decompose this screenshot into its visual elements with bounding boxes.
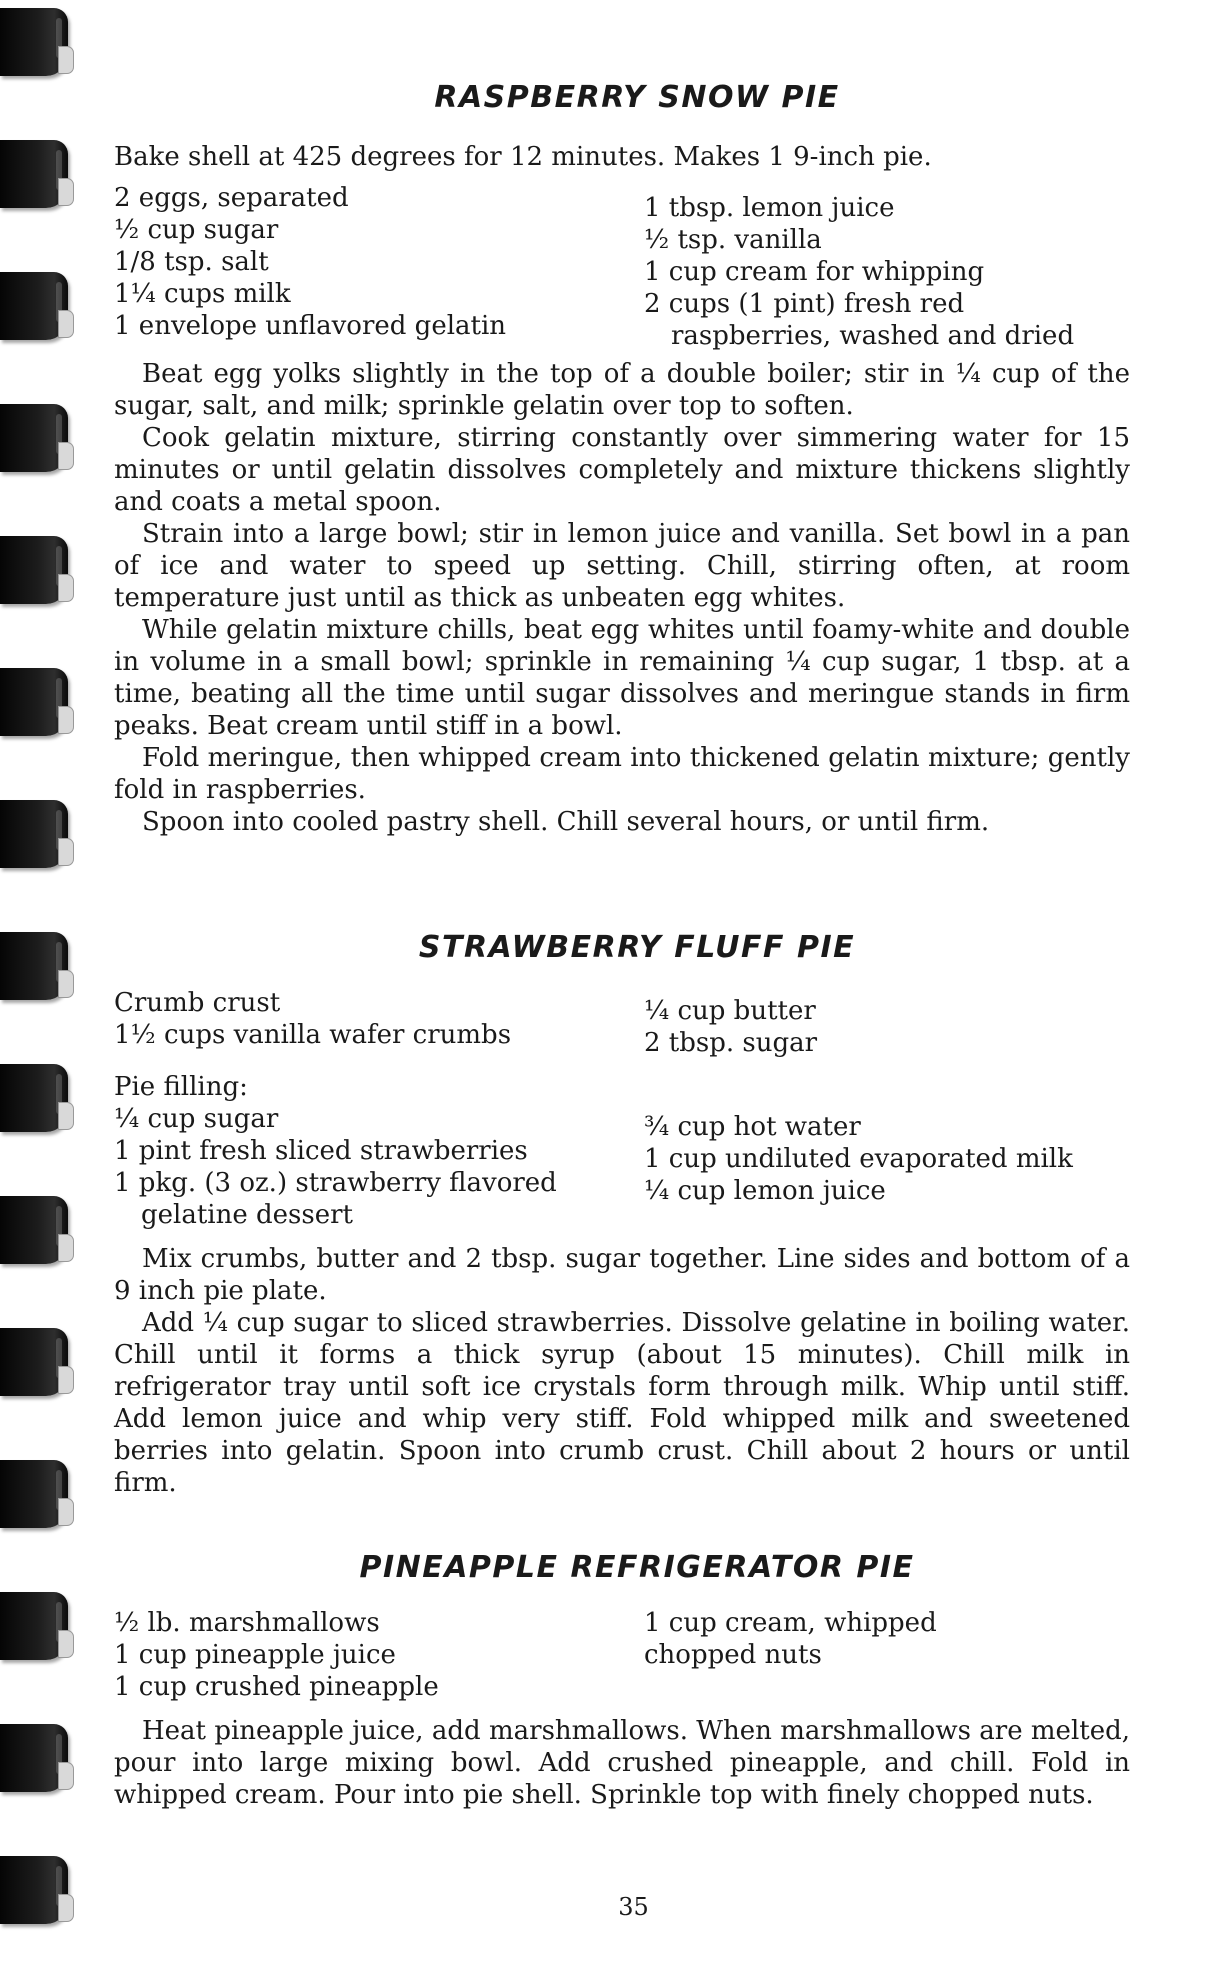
binding-hole — [58, 442, 74, 470]
direction-paragraph: Heat pineapple juice, add marshmallows. When marshmallows are melted, pour into large mixing bowl. Add crushed pineapple, and chill. Fold in whipped cream. Pour into pie shell. Sprinkle top with finely chopped nuts. — [114, 1716, 1130, 1810]
ingredient: 1 cup undiluted evaporated milk — [644, 1144, 1073, 1174]
ingredient: 1 envelope unflavored gelatin — [114, 310, 507, 341]
recipe-directions — [114, 1243, 1130, 1499]
direction-paragraph: Strain into a large bowl; stir in lemon juice and vanilla. Set bowl in a pan of ice and water to speed up setting. Chill, stirring often, at room temperature just until as thick as unbeaten egg whites. — [114, 518, 1130, 613]
binding-hole — [58, 1102, 74, 1130]
ingredient: ½ lb. marshmallows — [114, 1608, 380, 1638]
direction-paragraph: Mix crumbs, butter and 2 tbsp. sugar together. Line sides and bottom of a 9 inch pie plate. — [114, 1244, 1130, 1306]
ingredient-column-right — [644, 1103, 1124, 1231]
ingredient: 1 cup cream, whipped — [644, 1608, 937, 1638]
ingredient: 1 cup pineapple juice — [114, 1640, 396, 1670]
ingredient-column-left — [114, 1607, 644, 1703]
ingredient-column-right — [644, 182, 1124, 352]
ingredient: 1 pint fresh sliced strawberries — [114, 1136, 528, 1166]
ingredient: 1/8 tsp. salt — [114, 246, 269, 277]
ingredient: ¼ cup sugar — [114, 1104, 279, 1134]
recipe-intro: Bake shell at 425 degrees for 12 minutes. Makes 1 9-inch pie. — [114, 142, 932, 172]
binding-hole — [58, 1630, 74, 1658]
binding-hole — [58, 310, 74, 338]
ingredient-column-right — [644, 1607, 1124, 1703]
binding-hole — [58, 706, 74, 734]
recipe-directions — [114, 358, 1130, 838]
recipe-strawberry-fluff-pie — [114, 930, 1130, 1499]
recipe-title: PINEAPPLE REFRIGERATOR PIE — [359, 1550, 915, 1585]
ingredient-column-left — [114, 987, 644, 1059]
ingredient: 1¼ cups milk — [114, 278, 291, 309]
ingredient-column-right — [644, 987, 1124, 1059]
ingredient-column-left — [114, 1103, 644, 1231]
binding-hole — [58, 838, 74, 866]
recipe-raspberry-snow-pie — [114, 80, 1130, 838]
direction-paragraph: Fold meringue, then whipped cream into thickened gelatin mixture; gently fold in raspberries. — [114, 742, 1130, 805]
binding-hole — [58, 46, 74, 74]
filling-label: Pie filling: — [114, 1072, 248, 1102]
recipe-title: STRAWBERRY FLUFF PIE — [418, 930, 856, 965]
recipe-directions — [114, 1715, 1130, 1811]
ingredient: 2 cups (1 pint) fresh red — [644, 288, 965, 319]
ingredient: ½ tsp. vanilla — [644, 224, 822, 255]
spiral-binding — [0, 0, 80, 1984]
ingredient: 2 tbsp. sugar — [644, 1028, 818, 1058]
ingredient: 1 pkg. (3 oz.) strawberry flavored — [114, 1168, 557, 1198]
ingredient: chopped nuts — [644, 1640, 822, 1670]
binding-hole — [58, 1366, 74, 1394]
ingredient: ¼ cup butter — [644, 996, 816, 1026]
ingredient: 1 tbsp. lemon juice — [644, 192, 895, 223]
direction-paragraph: Add ¼ cup sugar to sliced strawberries. Dissolve gelatine in boiling water. Chill until it forms a thick syrup (about 15 minutes). Chill milk in refrigerator tray until soft ice crystals form through milk. Whip until stiff. Add lemon juice and whip very stiff. Fold whipped milk and sweetened berries into gelatin. Spoon into crumb crust. Chill about 2 hours or until firm. — [114, 1308, 1130, 1498]
ingredient-list — [114, 1607, 1130, 1703]
recipe-title: RASPBERRY SNOW PIE — [434, 80, 840, 115]
direction-paragraph: Spoon into cooled pastry shell. Chill several hours, or until firm. — [142, 806, 990, 837]
ingredient: gelatine dessert — [141, 1200, 353, 1230]
ingredient: 2 eggs, separated — [114, 182, 349, 213]
ingredient-list — [114, 182, 1130, 352]
page-number: 35 — [618, 1893, 649, 1921]
direction-paragraph: Cook gelatin mixture, stirring constantly over simmering water for 15 minutes or until gelatin dissolves completely and mixture thickens slightly and coats a metal spoon. — [114, 422, 1130, 517]
crust-ingredient-list — [114, 987, 1130, 1059]
binding-hole — [58, 1762, 74, 1790]
filling-ingredient-list — [114, 1103, 1130, 1231]
direction-paragraph: While gelatin mixture chills, beat egg whites until foamy-white and double in volume in a small bowl; sprinkle in remaining ¼ cup sugar, 1 tbsp. at a time, beating all the time until sugar dissolves and meringue stands in firm peaks. Beat cream until stiff in a bowl. — [114, 614, 1130, 741]
ingredient: 1 cup cream for whipping — [644, 256, 985, 287]
binding-hole — [58, 1234, 74, 1262]
ingredient: 1 cup crushed pineapple — [114, 1672, 439, 1702]
ingredient: ½ cup sugar — [114, 214, 279, 245]
ingredient: ¼ cup lemon juice — [644, 1176, 886, 1206]
binding-hole — [58, 1498, 74, 1526]
binding-hole — [58, 970, 74, 998]
ingredient: raspberries, washed and dried — [671, 320, 1075, 351]
ingredient: Crumb crust — [114, 988, 281, 1018]
direction-paragraph: Beat egg yolks slightly in the top of a double boiler; stir in ¼ cup of the sugar, salt, and milk; sprinkle gelatin over top to soften. — [114, 358, 1130, 421]
ingredient: 1½ cups vanilla wafer crumbs — [114, 1020, 512, 1050]
binding-hole — [58, 178, 74, 206]
binding-hole — [58, 574, 74, 602]
recipe-pineapple-refrigerator-pie — [114, 1550, 1130, 1811]
ingredient: ¾ cup hot water — [644, 1112, 861, 1142]
ingredient-column-left — [114, 182, 644, 352]
